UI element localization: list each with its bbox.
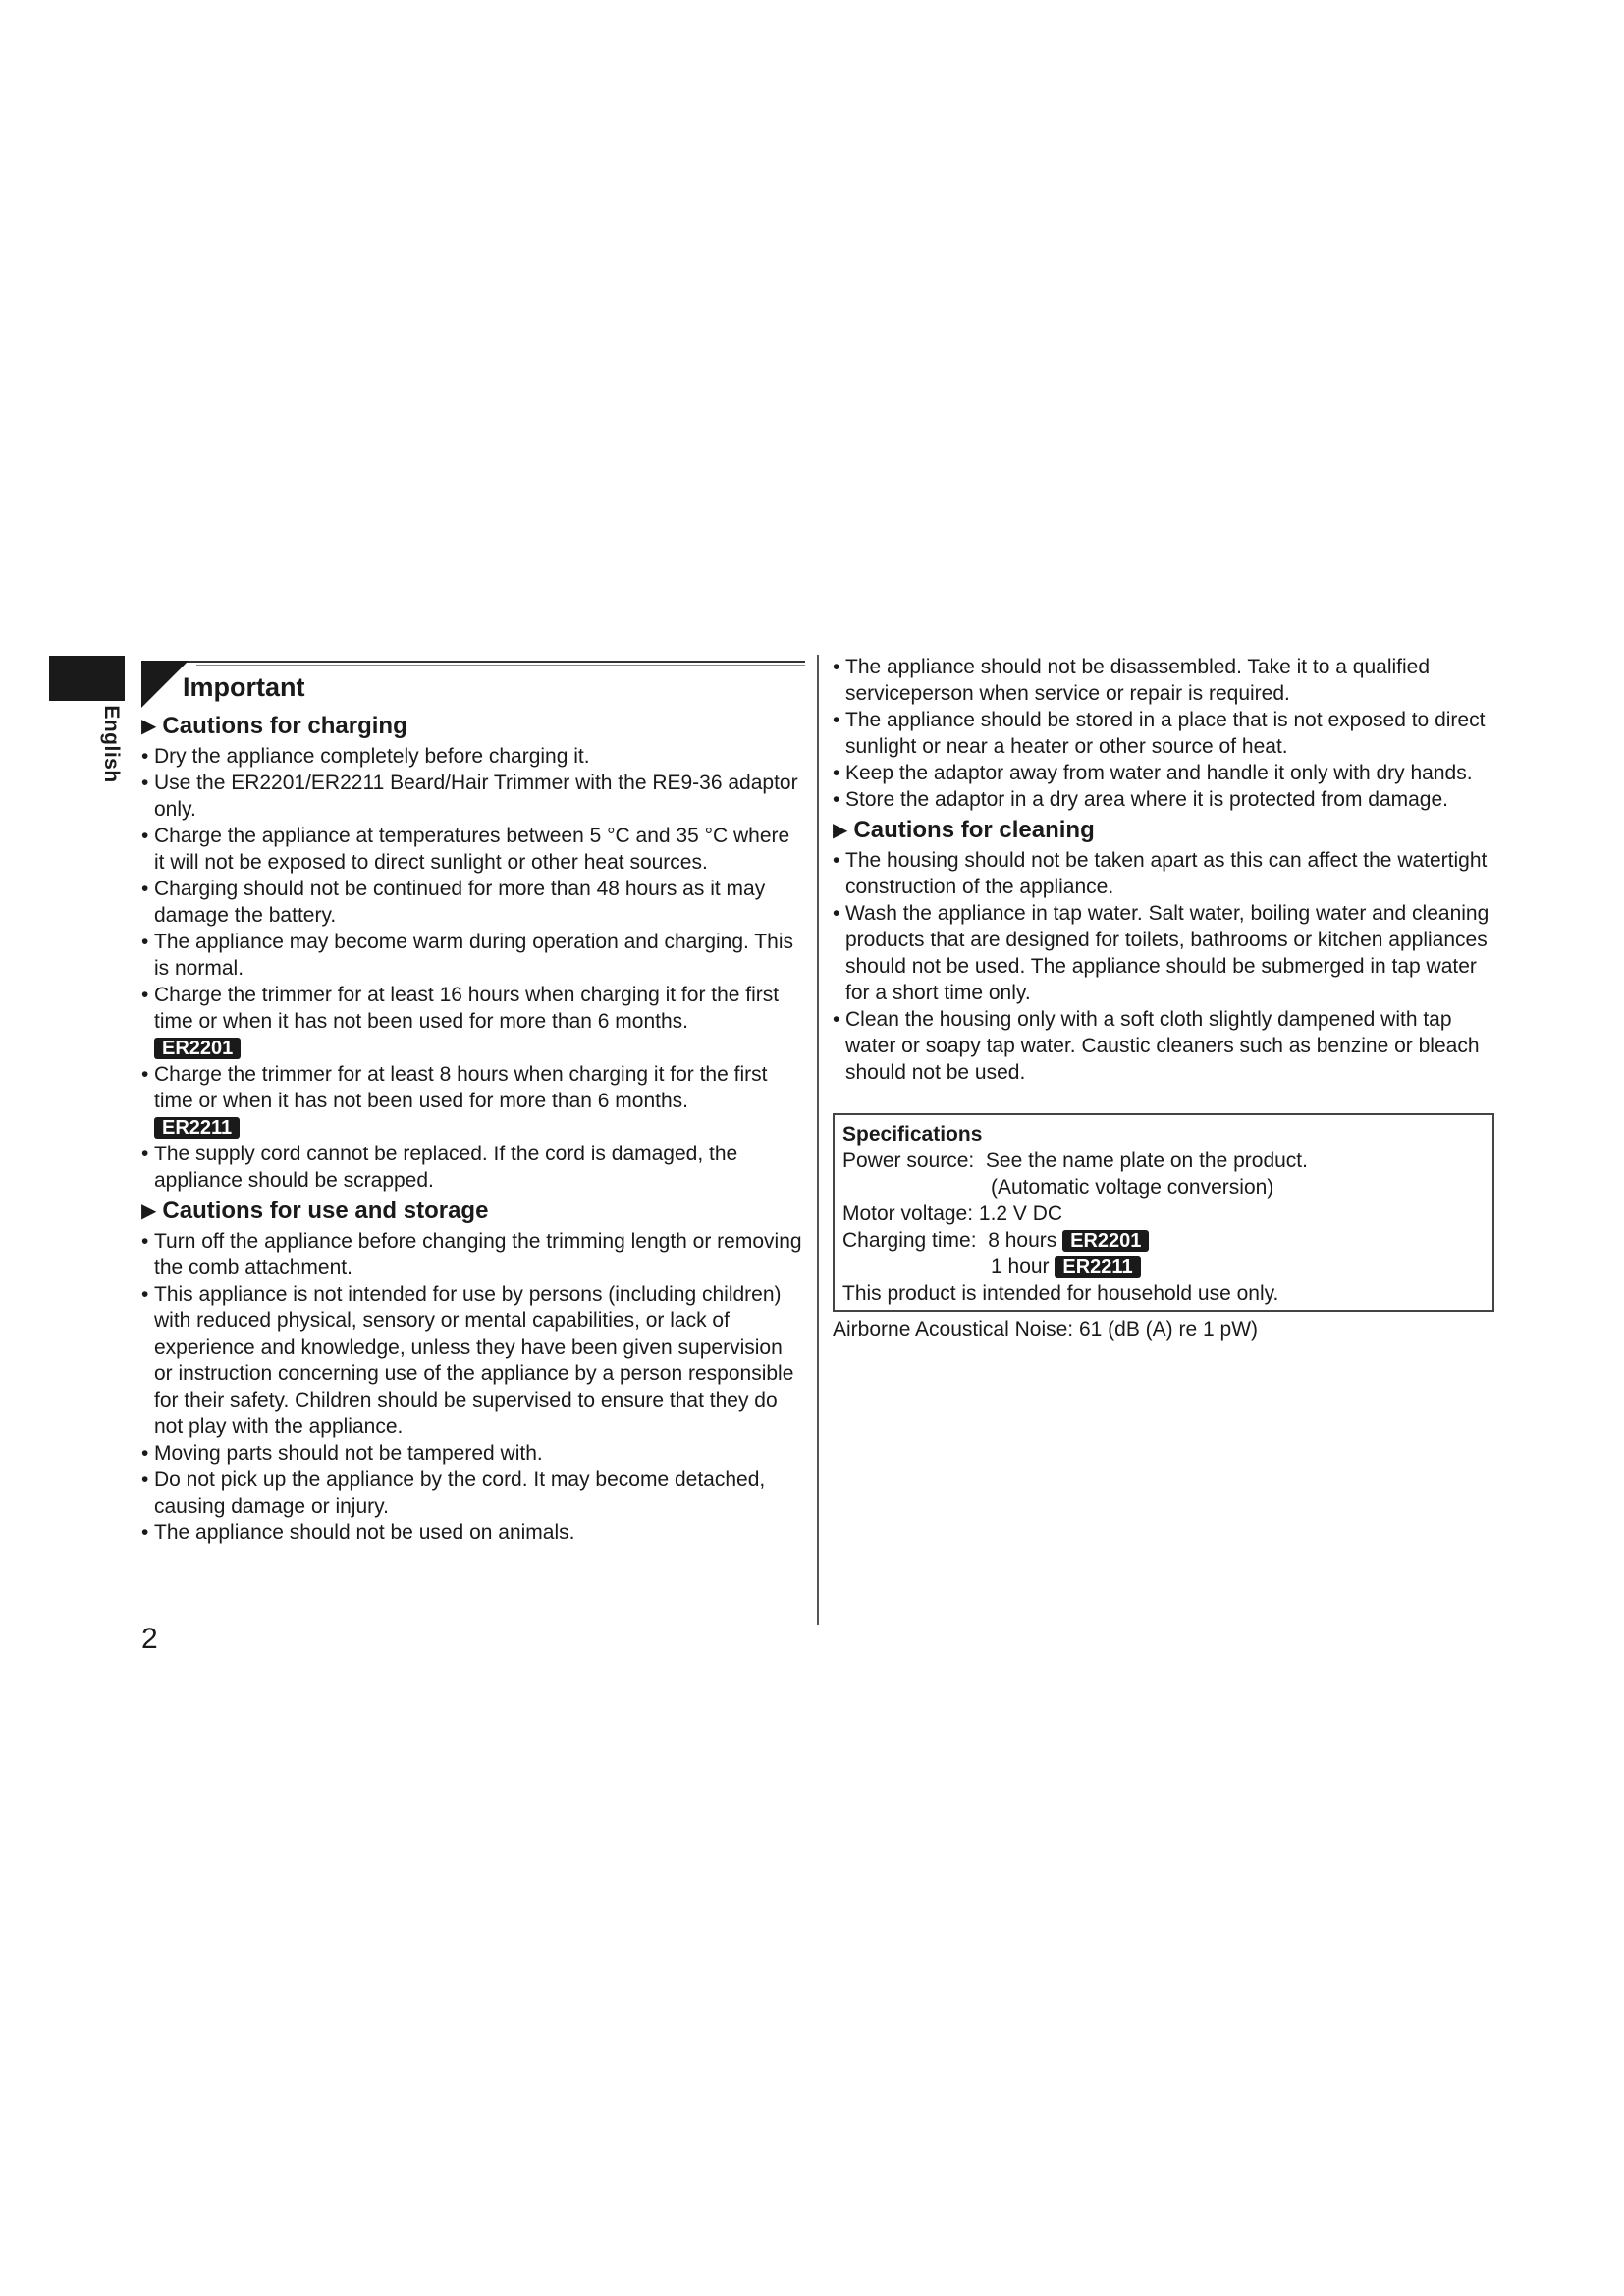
- corner-triangle-icon: [141, 661, 189, 708]
- specifications-box: [833, 1113, 1494, 1312]
- important-title: Important: [183, 672, 305, 702]
- list-item: • Moving parts should not be tampered with.: [141, 1440, 805, 1467]
- list-item: • The supply cord cannot be replaced. If the cord is damaged, the appliance should be scrapped.: [141, 1141, 805, 1194]
- section-heading-cleaning: ▶ Cautions for cleaning: [833, 817, 1095, 843]
- page-number: 2: [141, 1623, 158, 1655]
- list-item: • Use the ER2201/ER2211 Beard/Hair Trimmer with the RE9-36 adaptor only.: [141, 770, 805, 823]
- header-rule-thin: [196, 665, 805, 666]
- list-item: • Do not pick up the appliance by the cord. It may become detached, causing damage or injury.: [141, 1467, 805, 1520]
- use-storage-list: [141, 1228, 805, 1546]
- list-item: • Clean the housing only with a soft cloth slightly dampened with tap water or soapy tap water. Caustic cleaners such as benzine or bleach should not be used.: [833, 1006, 1494, 1086]
- household-use-note: This product is intended for household use only.: [842, 1282, 1279, 1305]
- list-item: • Charge the appliance at temperatures between 5 °C and 35 °C where it will not be exposed to direct sunlight or other heat sources.: [141, 823, 805, 876]
- triangle-right-icon: ▶: [141, 1201, 157, 1222]
- important-header: [141, 656, 805, 709]
- section-heading-charging: ▶ Cautions for charging: [141, 713, 407, 739]
- list-item: • Dry the appliance completely before charging it.: [141, 743, 805, 770]
- list-item: • Store the adaptor in a dry area where it is protected from damage.: [833, 786, 1494, 813]
- model-badge: ER2201: [154, 1038, 241, 1059]
- list-item: • The appliance should be stored in a place that is not exposed to direct sunlight or near a heater or other source of heat.: [833, 707, 1494, 760]
- charging-time-row-2: 1 hour ER2211: [842, 1254, 1485, 1280]
- list-item: • Keep the adaptor away from water and handle it only with dry hands.: [833, 760, 1494, 786]
- list-item: • Charge the trimmer for at least 16 hours when charging it for the first time or when it has not been used for more than 6 months. ER2201: [141, 982, 805, 1061]
- header-rule: [141, 661, 805, 663]
- list-item: • This appliance is not intended for use by persons (including children) with reduced physical, sensory or mental capabilities, or lack of experience and knowledge, unless they have been given supervision or instruction concerning use of the appliance by a person responsible for their safety. Children should be supervised to ensure that they do not play with the appliance.: [141, 1281, 805, 1440]
- triangle-right-icon: ▶: [141, 716, 157, 737]
- power-source-note: (Automatic voltage conversion): [991, 1176, 1274, 1199]
- specifications-title: Specifications: [842, 1123, 983, 1146]
- cleaning-list: [833, 847, 1494, 1086]
- list-item: • The appliance may become warm during operation and charging. This is normal.: [141, 929, 805, 982]
- motor-voltage-row: Motor voltage: 1.2 V DC: [842, 1202, 1063, 1225]
- charging-time-row: Charging time: 8 hours ER2201: [842, 1227, 1485, 1254]
- list-item: • Wash the appliance in tap water. Salt water, boiling water and cleaning products that are designed for toilets, bathrooms or kitchen appliances should not be used. The appliance should be submerged in tap water for a short time only.: [833, 900, 1494, 1006]
- language-tab-marker: [49, 656, 125, 701]
- language-tab-label: English: [100, 705, 123, 783]
- list-item: • The appliance should not be used on animals.: [141, 1520, 805, 1546]
- triangle-right-icon: ▶: [833, 820, 848, 841]
- acoustic-noise-note: Airborne Acoustical Noise: 61 (dB (A) re 1 pW): [833, 1318, 1259, 1341]
- charging-list: [141, 743, 805, 1194]
- column-divider: [817, 655, 819, 1625]
- list-item: • The appliance should not be disassembled. Take it to a qualified serviceperson when service or repair is required.: [833, 654, 1494, 707]
- model-badge: ER2211: [1055, 1256, 1140, 1278]
- left-column: [141, 656, 805, 1546]
- model-badge: ER2201: [1062, 1230, 1149, 1252]
- list-item: • Charging should not be continued for more than 48 hours as it may damage the battery.: [141, 876, 805, 929]
- storage-continued-list: [833, 654, 1494, 813]
- section-heading-use-storage: ▶ Cautions for use and storage: [141, 1198, 489, 1224]
- right-column: [833, 654, 1494, 1343]
- model-badge: ER2211: [154, 1117, 240, 1139]
- list-item: • The housing should not be taken apart as this can affect the watertight construction of the appliance.: [833, 847, 1494, 900]
- list-item: • Turn off the appliance before changing the trimming length or removing the comb attachment.: [141, 1228, 805, 1281]
- list-item: • Charge the trimmer for at least 8 hours when charging it for the first time or when it has not been used for more than 6 months. ER2211: [141, 1061, 805, 1141]
- power-source-row: Power source: See the name plate on the product.: [842, 1149, 1308, 1172]
